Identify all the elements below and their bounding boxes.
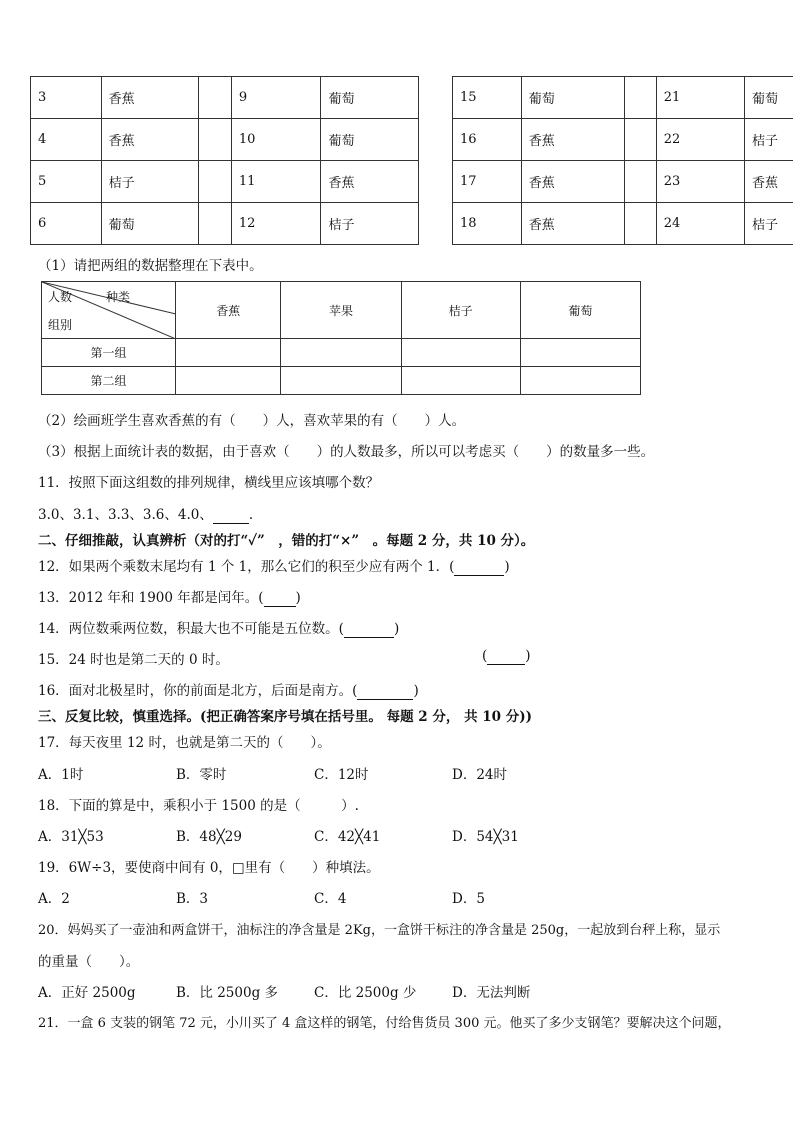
q13-answer-blank[interactable] (264, 590, 296, 607)
tally-col-header: 桔子 (401, 282, 520, 339)
survey-student-number: 11 (231, 161, 321, 203)
q16-answer-blank[interactable] (357, 683, 413, 700)
survey-table-left (30, 76, 419, 245)
survey-fruit: 桔子 (321, 203, 419, 245)
survey-fruit: 香蕉 (521, 203, 624, 245)
q19-option-a[interactable]: A．2 (38, 891, 70, 907)
survey-student-number: 10 (231, 119, 321, 161)
q13-text (38, 586, 301, 607)
q20-option-c[interactable]: C．比 2500g 少 (314, 985, 417, 1001)
survey-fruit: 香蕉 (521, 161, 624, 203)
survey-fruit: 香蕉 (521, 119, 624, 161)
tally-cell[interactable] (520, 367, 640, 395)
survey-fruit: 桔子 (744, 203, 793, 245)
survey-gap-cell (624, 161, 656, 203)
q17-option-b[interactable]: B．零时 (176, 767, 227, 783)
q17-text: 17．每天夜里 12 时，也就是第二天的（ ）。 (38, 735, 331, 751)
q20-text-line1: 20．妈妈买了一壶油和两盒饼干，油标注的净含量是 2Kg，一盒饼干标注的净含量是 250g，一起放到台秤上称，显示 (38, 923, 721, 938)
q11-blank[interactable] (213, 507, 249, 524)
survey-gap-cell (199, 119, 232, 161)
q20-option-a[interactable]: A．正好 2500g (38, 985, 136, 1001)
survey-row (31, 119, 419, 161)
q16-label: 16．面对北极星时，你的前面是北方，后面是南方。( (38, 683, 358, 699)
q18-text: 18．下面的算是中，乘积小于 1500 的是（ ）. (38, 798, 359, 814)
q12-text (38, 555, 510, 576)
survey-fruit: 香蕉 (744, 161, 793, 203)
tally-col-header: 香蕉 (176, 282, 281, 339)
survey-gap-cell (624, 119, 656, 161)
survey-row (453, 77, 793, 119)
tally-cell[interactable] (520, 339, 640, 367)
q16-text (38, 679, 419, 700)
section-3-heading: 三、反复比较，慎重选择。(把正确答案序号填在括号里。 每题 2 分， 共 10 分)) (38, 709, 533, 725)
survey-fruit: 葡萄 (521, 77, 624, 119)
survey-student-number: 3 (31, 77, 102, 119)
q2-text: （2）绘画班学生喜欢香蕉的有（ ）人，喜欢苹果的有（ ）人。 (38, 413, 466, 429)
survey-fruit: 葡萄 (321, 119, 419, 161)
q19-option-b[interactable]: B．3 (176, 891, 209, 907)
paren-close: ) (393, 621, 400, 637)
q19-text: 19．6W÷3，要使商中间有 0，□里有（ ）种填法。 (38, 860, 380, 876)
survey-gap-cell (199, 161, 232, 203)
survey-student-number: 23 (656, 161, 744, 203)
q20-text-line2: 的重量（ ）。 (38, 954, 140, 970)
survey-gap-cell (624, 203, 656, 245)
q14-text (38, 617, 399, 638)
survey-student-number: 9 (231, 77, 321, 119)
survey-student-number: 18 (453, 203, 522, 245)
tally-row-header: 第二组 (42, 367, 176, 395)
q17-option-d[interactable]: D．24时 (452, 767, 508, 783)
survey-student-number: 6 (31, 203, 102, 245)
q17-option-a[interactable]: A．1时 (38, 767, 84, 783)
survey-fruit: 香蕉 (321, 161, 419, 203)
paren-close: ) (413, 683, 419, 699)
q15-answer-blank[interactable] (487, 648, 525, 665)
survey-row (453, 203, 793, 245)
tally-corner-cell (42, 282, 176, 339)
q12-answer-blank[interactable] (454, 559, 504, 576)
tally-row-header: 第一组 (42, 339, 176, 367)
survey-row (31, 203, 419, 245)
tally-cell[interactable] (401, 367, 520, 395)
q15-text: 15．24 时也是第二天的 0 时。 (38, 652, 229, 668)
q14-label: 14．两位数乘两位数，积最大也不可能是五位数。( (38, 621, 344, 637)
survey-fruit: 桔子 (744, 119, 793, 161)
tally-col-header: 葡萄 (520, 282, 640, 339)
corner-kind: 种类 (106, 290, 131, 304)
survey-fruit: 葡萄 (744, 77, 793, 119)
survey-student-number: 24 (656, 203, 744, 245)
q21-text: 21．一盒 6 支装的钢笔 72 元，小川买了 4 盒这样的钢笔，付给售货员 300 元。他买了多少支钢笔？要解决这个问题， (38, 1016, 731, 1031)
q18-option-d[interactable]: D．54╳31 (452, 829, 519, 845)
q15-answer (482, 648, 531, 665)
tally-cell[interactable] (176, 367, 281, 395)
q11-seq: 3.0、3.1、3.3、3.6、4.0、 (38, 507, 213, 523)
survey-student-number: 22 (656, 119, 744, 161)
survey-student-number: 12 (231, 203, 321, 245)
survey-row (31, 77, 419, 119)
survey-fruit: 香蕉 (101, 77, 198, 119)
survey-student-number: 16 (453, 119, 522, 161)
survey-gap-cell (624, 77, 656, 119)
q12-label: 12．如果两个乘数末尾均有 1 个 1，那么它们的积至少应有两个 1．( (38, 559, 455, 575)
survey-row (31, 161, 419, 203)
q18-option-a[interactable]: A．31╳53 (38, 829, 104, 845)
q19-option-d[interactable]: D．5 (452, 891, 485, 907)
tally-col-header: 苹果 (281, 282, 401, 339)
survey-student-number: 4 (31, 119, 102, 161)
q18-option-b[interactable]: B．48╳29 (176, 829, 242, 845)
paren-open: ( (482, 648, 488, 664)
q17-option-c[interactable]: C．12时 (314, 767, 369, 783)
q11-end: . (248, 507, 254, 523)
q20-option-b[interactable]: B．比 2500g 多 (176, 985, 279, 1001)
paren-close: ) (504, 559, 510, 575)
paren-close: ) (525, 648, 531, 664)
q18-option-c[interactable]: C．42╳41 (314, 829, 381, 845)
q11-text: 11．按照下面这组数的排列规律，横线里应该填哪个数？ (38, 475, 380, 491)
tally-cell[interactable] (401, 339, 520, 367)
survey-fruit: 香蕉 (101, 119, 198, 161)
survey-gap-cell (199, 77, 232, 119)
survey-student-number: 5 (31, 161, 102, 203)
survey-student-number: 15 (453, 77, 522, 119)
q20-option-d[interactable]: D．无法判断 (452, 985, 531, 1001)
survey-row (453, 161, 793, 203)
paren-close: ) (295, 590, 301, 606)
survey-table-right (452, 76, 793, 245)
survey-fruit: 葡萄 (321, 77, 419, 119)
q19-option-c[interactable]: C．4 (314, 891, 347, 907)
survey-student-number: 21 (656, 77, 744, 119)
q13-label: 13．2012 年和 1900 年都是闰年。( (38, 590, 264, 606)
q14-answer-blank[interactable] (344, 621, 394, 638)
section-2-heading: 二、仔细推敲，认真辨析（对的打“✓” ，错的打“×” 。每题 2 分，共 10 分）。 (38, 533, 535, 549)
tally-table (41, 281, 641, 395)
tally-cell[interactable] (281, 367, 401, 395)
survey-gap-cell (199, 203, 232, 245)
survey-row (453, 119, 793, 161)
corner-people: 人数 (48, 290, 73, 304)
survey-student-number: 17 (453, 161, 522, 203)
survey-fruit: 葡萄 (101, 203, 198, 245)
corner-group: 组别 (48, 318, 73, 332)
tally-cell[interactable] (176, 339, 281, 367)
q3-text: （3）根据上面统计表的数据，由于喜欢（ ）的人数最多，所以可以考虑买（ ）的数量多一些。 (38, 444, 655, 460)
survey-fruit: 桔子 (101, 161, 198, 203)
q1-instruction: （1）请把两组的数据整理在下表中。 (38, 258, 263, 274)
tally-cell[interactable] (281, 339, 401, 367)
q11-sequence (38, 503, 253, 524)
